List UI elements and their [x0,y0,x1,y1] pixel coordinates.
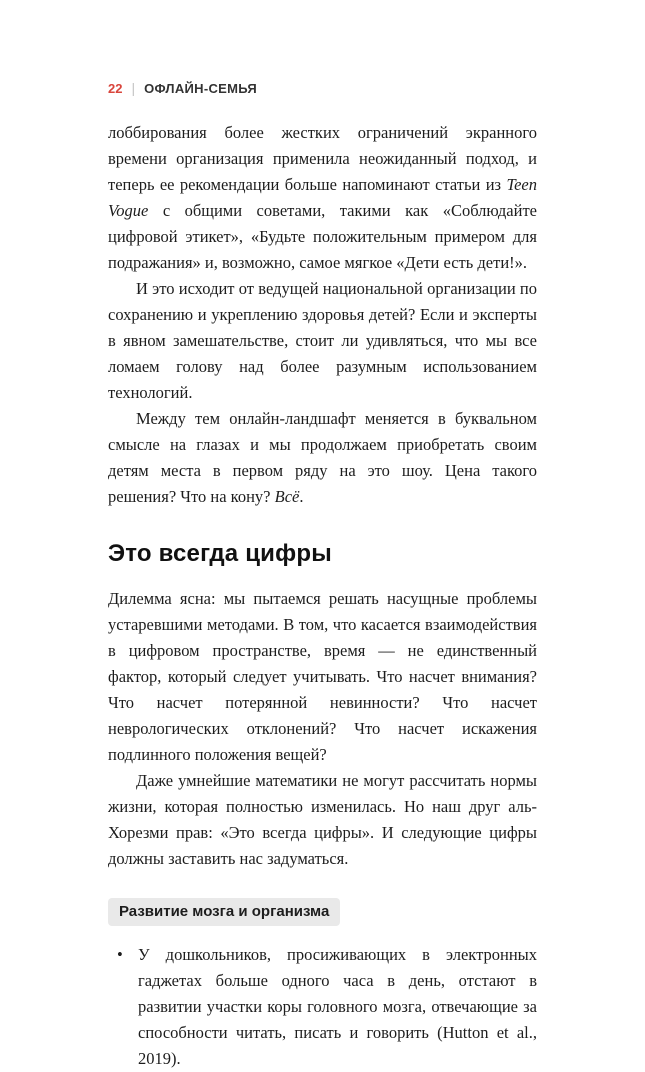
paragraph-1 [108,120,537,276]
paragraph-3-text-b: . [299,487,304,506]
bullet-list [108,942,537,1072]
header-divider: | [131,80,136,96]
paragraph-3-text-a: Между тем онлайн-ландшафт меняется в буквальном смысле на глазах и мы продолжаем приобретать своим детям места в первом ряду на это шоу. Цена такого решения? Что на кону? [108,409,537,506]
page-header [108,80,537,96]
page-content [108,120,537,1072]
section-heading: Это всегда цифры [108,540,332,567]
paragraph-1-text-a: лоббирования более жестких ограничений экранного времени организация применила неожиданный подход, и теперь ее рекомендации больше напоминают статьи из [108,123,537,194]
paragraph-3 [108,406,537,510]
paragraph-2: И это исходит от ведущей национальной организации по сохранению и укреплению здоровья детей? Если и эксперты в явном замешательстве, стоит ли удивляться, что мы все ломаем голову над более разумным использованием технологий. [108,279,537,402]
paragraph-1-italic: Teen Vogue [108,175,537,220]
subsection-label-row [108,872,537,940]
list-item: • У дошкольников, просиживающих в электронных гаджетах больше одного часа в день, отстают в развитии участки коры головного мозга, отвечающие за способности читать, писать и говорить (Hutton et al., 2019). [108,942,537,1072]
paragraph-5: Даже умнейшие математики не могут рассчитать нормы жизни, которая полностью изменилась. Но наш друг аль-Хорезми прав: «Это всегда цифры». И следующие цифры должны заставить нас задуматься. [108,771,537,868]
paragraph-3-italic: Всё [274,487,300,506]
page-number: 22 [108,81,123,96]
running-title: ОФЛАЙН-СЕМЬЯ [144,81,258,96]
paragraph-1-text-b: с общими советами, такими как «Соблюдайте цифровой этикет», «Будьте положительным примером для подражания» и, возможно, самое мягкое «Дети есть дети!». [108,201,537,272]
subsection-label: Развитие мозга и организма [108,898,340,926]
paragraph-4: Дилемма ясна: мы пытаемся решать насущные проблемы устаревшими методами. В том, что касается взаимодействия в цифровом пространстве, время — не единственный фактор, который следует учитывать. Что насчет внимания? Что насчет потерянной невинности? Что насчет неврологических отклонений? Что насчет искажения подлинного положения вещей? [108,589,537,764]
